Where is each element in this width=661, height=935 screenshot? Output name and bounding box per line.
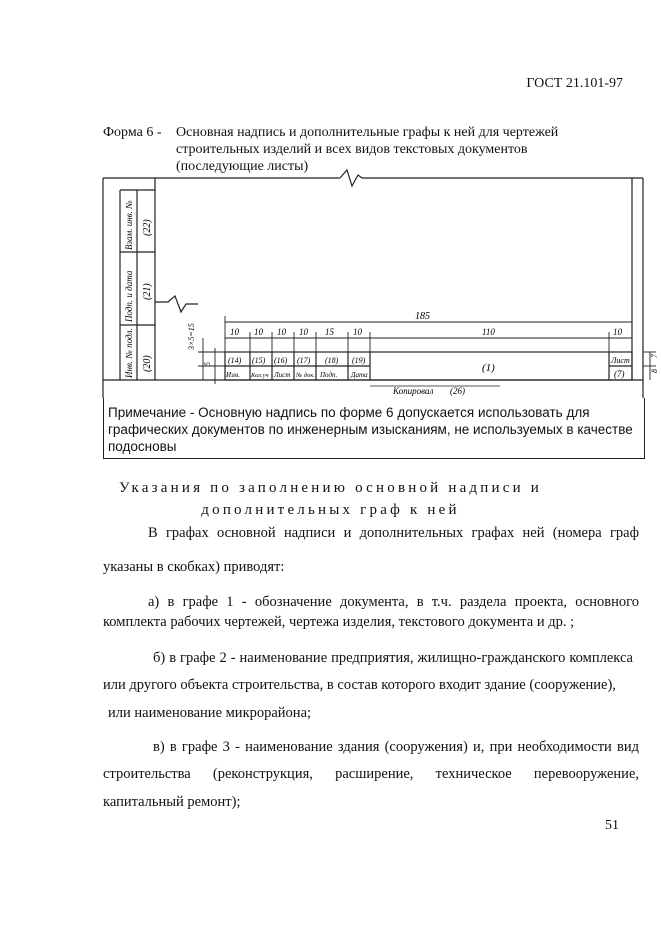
page-number: 51	[605, 818, 619, 833]
cell-18: (18)	[325, 356, 339, 365]
title-block-drawing	[0, 0, 661, 460]
section-title-line1: Указания по заполнению основной надписи и	[119, 480, 542, 496]
cell-sheet-label: Лист	[611, 356, 630, 365]
side-label-21-title: Подп. и дата	[124, 270, 134, 322]
cell-15: (15)	[252, 356, 266, 365]
copied-num: (26)	[450, 386, 465, 396]
dim-right: 10	[613, 327, 622, 337]
cell-14: (14)	[228, 356, 242, 365]
cell-7: (7)	[614, 369, 625, 379]
cell-kol: Кол.уч	[251, 372, 269, 379]
dim-right-side-2: 7	[650, 354, 659, 358]
document-number: ГОСТ 21.101-97	[526, 76, 623, 91]
cell-16: (16)	[274, 356, 288, 365]
side-label-22-title: Взам. инв. №	[124, 200, 134, 250]
dim-vertical-small: 5	[203, 362, 212, 366]
break-mark-top	[340, 170, 362, 186]
dim-5: 15	[325, 327, 334, 337]
form-caption-text: Основная надпись и дополнительные графы к ней для чертежей строительных изделий и всех видов текстовых документов (последующие листы)	[176, 125, 559, 174]
dim-total: 185	[415, 311, 430, 322]
paragraph-intro-l2: указаны в скобках) приводят:	[103, 559, 285, 575]
dim-vertical: 3×5=15	[187, 323, 196, 350]
side-label-20-title: Инв. № подл.	[124, 328, 134, 378]
cell-data: Дата	[351, 371, 368, 379]
dim-3: 10	[277, 327, 286, 337]
copied-label: Копировал	[393, 386, 434, 396]
form-label: Форма 6 -	[103, 125, 162, 140]
paragraph-b-l2: или другого объекта строительства, в состав которого входит здание (сооружение),	[103, 677, 616, 693]
paragraph-a-l1: а) в графе 1 - обозначение документа, в т.ч. раздела проекта, основного	[148, 594, 639, 610]
cell-podp: Подп.	[320, 371, 338, 379]
paragraph-b-l3: или наименование микрорайона;	[108, 705, 312, 721]
paragraph-c-l2: строительства (реконструкция, расширение, техническое перевооружение,	[103, 766, 639, 782]
section-title-line2: дополнительных граф к ней	[201, 502, 460, 518]
dim-2: 10	[254, 327, 263, 337]
cell-list: Лист	[274, 371, 291, 379]
paragraph-a-l2: комплекта рабочих чертежей, чертежа изделия, текстового документа и др. ;	[103, 614, 575, 630]
dim-right-side: 8	[650, 369, 659, 373]
paragraph-intro-l1: В графах основной надписи и дополнительных графах ней (номера граф	[148, 525, 639, 541]
cell-doc: № док.	[296, 372, 315, 379]
cell-17: (17)	[297, 356, 311, 365]
side-label-20-num: (20)	[142, 355, 153, 372]
dim-mid: 110	[482, 327, 495, 337]
paragraph-c-l1: в) в графе 3 - наименование здания (сооружения) и, при необходимости вид	[153, 739, 639, 755]
cell-izm: Изм.	[226, 371, 240, 379]
side-label-22-num: (22)	[142, 219, 153, 236]
paragraph-b-l1: б) в графе 2 - наименование предприятия, жилищно-гражданского комплекса	[153, 650, 633, 666]
paragraph-c-l3: капитальный ремонт);	[103, 794, 241, 810]
cell-1: (1)	[482, 362, 495, 374]
dim-4: 10	[299, 327, 308, 337]
note-text: Примечание - Основную надпись по форме 6 допускается использовать для графических документов по инженерным изысканиям, не используемых в качестве подосновы	[108, 405, 633, 454]
dim-6: 10	[353, 327, 362, 337]
cell-19: (19)	[352, 356, 366, 365]
side-label-21-num: (21)	[142, 283, 153, 300]
dim-1: 10	[230, 327, 239, 337]
